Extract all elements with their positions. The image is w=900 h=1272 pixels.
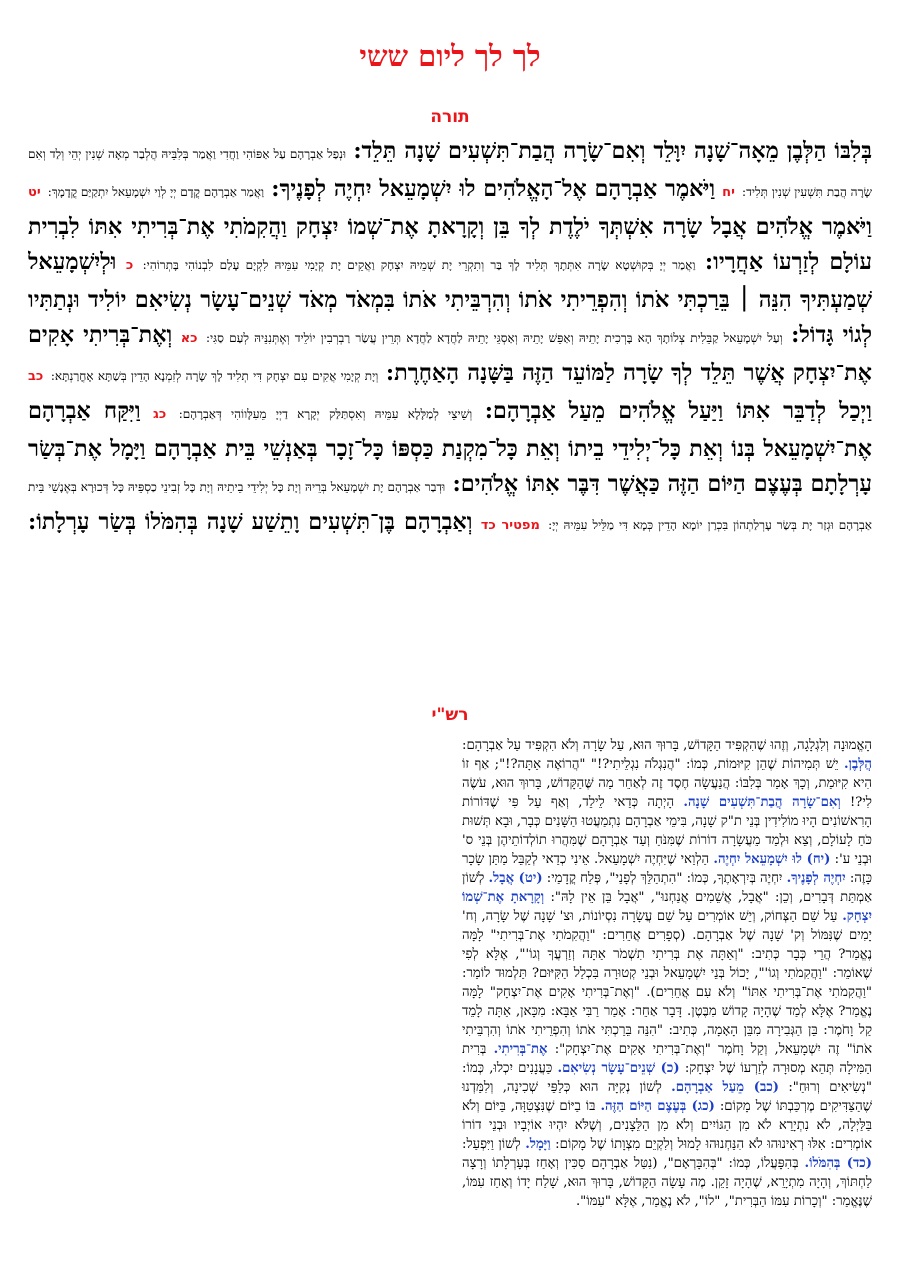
rashi-reference: אֶת־בְּרִיתִי. — [493, 1042, 548, 1057]
rashi-commentary — [28, 736, 872, 1236]
rashi-reference: וְקָרָאתָ אֶת־שְׁמוֹ יִצְחָק. — [462, 890, 872, 924]
rashi-reference: (יח) לוּ יִשְׁמָעֵאל יִחְיֶה. — [713, 852, 831, 867]
targum-text: וַאֲמַר אַבְרָהָם קֳדָם יְיָ לְוַי יִשְׁמָעֵאל יִתְקַיַּם קֳדָמָךְ: — [47, 185, 265, 199]
targum-text: וּנְפַל אַבְרָהָם עַל אַפּוֹהִי וַחֲדִי וַאֲמַר בְּלִבֵּיהּ הֲלְבַר מְאָה שְׁנִין יְהֵי וְלַד וְאִם שָׂרָה הֲבַת תִּשְׁעִין שְׁנִין תְּלִיד: — [28, 147, 872, 199]
torah-verse: וְאֶת־בְּרִיתִי אָקִים אֶת־יִצְחָק אֲשֶׁר תֵּלֵד לְךָ שָׂרָה לַמּוֹעֵד הַזֶּה בַּשָּׁנָה הָאַחֶרֶת: — [28, 322, 872, 386]
verse-number: מפטיר כד — [480, 518, 540, 533]
torah-verse: וַיְכַל לְדַבֵּר אִתּוֹ וַיַּעַל אֱלֹהִים מֵעַל אַבְרָהָם: — [484, 398, 872, 424]
rashi-text: הָיְתָה כְּדַאי לֵילֵד, וְאַף עַל פִּי שֶׁדּוֹרוֹת הָרִאשׁוֹנִים הָיוּ מוֹלִידִין בְּנֵי ת"ק שָׁנָה, בִּימֵי אַבְרָהָם נִתְמַעֲטוּ הַשָּׁנִים כְּבָר, וּבָא תְּשׁוּת כֹּחַ לָעוֹלָם, וְצֵא וּלְמַד מֵעֲשָׂרָה דוֹרוֹת שֶׁמִּנֹּחַ וְעַד אַבְרָהָם שֶׁמִּהֲרוּ תוֹלְדוֹתֵיהֶן בְּנֵי ס' וּבְנֵי ע': — [462, 795, 872, 867]
rashi-reference: (יט) אֲבָל. — [488, 871, 543, 886]
torah-verse: וַיֹּאמֶר אֱלֹהִים אֲבָל שָׂרָה אִשְׁתְּךָ יֹלֶדֶת לְךָ בֵּן וְקָרָאתָ אֶת־שְׁמוֹ יִצְחָק וַהֲקִמֹתִי אֶת־בְּרִיתִי אִתּוֹ לִבְרִית עוֹלָם לְזַרְעוֹ אַחֲרָיו: — [28, 214, 872, 275]
targum-text: וְעַל יִשְׁמָעֵאל קַבֵּלִית צְלוֹתָךְ הָא בָּרְכִית יָתֵיהּ וְאַפֵּשׁ יָתֵיהּ וְאַסְגֵּי יָתֵיהּ לַחֲדָא לַחֲדָא תְּרֵין עֲשַׂר רַבְרְבִין יוֹלֵיד וְאֶתְּנִנֵּיהּ לְעַם סַגִּי: — [205, 331, 783, 345]
torah-verse: וְאַבְרָהָם בֶּן־תִּשְׁעִים וָתֵשַׁע שָׁנָה בְּהִמֹּלוֹ בְּשַׂר עָרְלָתוֹ: — [28, 509, 473, 535]
rashi-text: לְשׁוֹן וַיִּפְעַל: — [462, 1137, 521, 1152]
rashi-text: בְּרִית הַמִּילָה תְּהֵא מְסוּרָה לְזַרְעוֹ שֶׁל יִצְחָק: — [462, 1042, 872, 1076]
rashi-text: כַּעֲנָנִים יִכְלוּ, כְּמוֹ: "נְשִׂיאִים וְרוּחַ": — [462, 1061, 872, 1095]
rashi-reference: (כב) מֵעַל אַבְרָהָם. — [671, 1080, 780, 1095]
rashi-text: וְגוֹ'", יָכוֹל בְּנֵי יִשְׁמָעֵאל וּבְנֵי קְטוּרָה בִּכְלַל הַקִּיּוּם? תַּלְמוּד לוֹמַר: "וַהֲקִמֹתִי אֶת־בְּרִיתִי אִתּוֹ" וְלֹא עִם אֲחֵרִים). "וְאֶת־בְּרִיתִי אָקִים אֶת־יִצְחָק" לָמָּה נֶאֱמַר? אֶלָּא לְמַד שֶׁהָיָה קָדוֹשׁ מִבֶּטֶן. דָּבָר אַחֵר: אָמַר רַבִּי אַבָּא: מִכָּאן, אַתָּה לָמֵד קַל וָחֹמֶר: בֵּן הַגְּבִירָה מִבֵּן הָאָמָה, כְּתִיב: "הִנֵּה בֵּרַכְתִּי אֹתוֹ וְהִפְרֵיתִי אֹתוֹ וְהִרְבֵּיתִי אֹתוֹ" זֶה יִשְׁמָעֵאל, וְקַל וָחֹמֶר "וְאֶת־בְּרִיתִי אָקִים אֶת־יִצְחָק": — [462, 966, 872, 1057]
rashi-heading: רש"י — [431, 705, 469, 725]
verse-number: כ — [125, 258, 134, 273]
verse-number: כא — [180, 331, 198, 346]
verse-number: כב — [28, 369, 44, 384]
rashi-text: בְּהִפָּעֲלוֹ, כְּמוֹ: "בְּהִבָּרְאָם", (נִטַּל אַבְרָהָם סַכִּין וְאָחַז בְּעָרְלָתוֹ וְרָצָה לַחְתּוֹךְ, וְהָיָה מִתְיָרֵא, שֶׁהָיָה זָקֵן. מֶה עָשָׂה הַקָּדוֹשׁ, בָּרוּךְ הוּא, שָׁלַח יָדוֹ וְאָחַז עִמּוֹ, שֶׁנֶּאֱמַר: "וְכָרוֹת עִמּוֹ הַבְּרִית", "לוֹ", לֹא נֶאֱמַר, אֶלָּא "עִמּוֹ". — [462, 1156, 872, 1209]
torah-verse: וַיֹּאמֶר אַבְרָהָם אֶל־הָאֱלֹהִים לוּ יִשְׁמָעֵאל יִחְיֶה לְפָנֶיךָ: — [271, 176, 716, 202]
rashi-text: יֵשׁ תְּמִיהוֹת שֶׁהֵן קִיּוּמוֹת, כְּמוֹ: "הֲנִגְלֹה נִגְלֵיתִי?!" "הֲרוֹאֶה אַתָּה?!"; אַף זוֹ הִיא קִיּוּמַת, וְכָךְ אָמַר בְּלִבּוֹ: הֲנַעֲשָׂה חֶסֶד זֶה לְאַחֵר מַה שֶּׁהַקָּדוֹשׁ, בָּרוּךְ הוּא, עֹשֶׂה לִי?! — [462, 757, 872, 810]
rashi-reference: וַיָּמָל. — [525, 1137, 551, 1152]
rashi-reference: (כג) בְּעֶצֶם הַיּוֹם הַזֶּה. — [600, 1099, 715, 1114]
torah-verse: וַיִּקַּח אַבְרָהָם אֶת־יִשְׁמָעֵאל בְּנוֹ וְאֵת כָּל־יְלִידֵי בֵיתוֹ וְאֵת כָּל־מִקְנַת כַּסְפּוֹ כָּל־זָכָר בְּאַנְשֵׁי בֵּית אַבְרָהָם וַיָּמָל אֶת־בְּשַׂר עָרְלָתָם בְּעֶצֶם הַיּוֹם הַזֶּה כַּאֲשֶׁר דִּבֶּר אִתּוֹ אֱלֹהִים: — [28, 398, 872, 497]
verse-number: יח — [722, 185, 735, 200]
rashi-text: עַל שֵׁם הַצְּחוֹק, וְיֵשׁ אוֹמְרִים עַל שֵׁם עֲשָׂרָה נִסְיוֹנוֹת, וּצ' שָׁנָה שֶׁל שָׂרָה, וְח' יָמִים שֶׁנִּמּוֹל וְק' שָׁנָה שֶׁל אַבְרָהָם. (סְפָרִים אֲחֵרִים: "וַהֲקִמֹתִי אֶת־בְּרִיתִי" לָמָּה נֶאֱמַר? הֲרֵי כְּבָר כְּתִיב: "וְאַתָּה אֶת בְּרִיתִי תִשְׁמֹר אַתָּה וְזַרְעֲךָ וְגוֹ'", אֶלָּא לְפִי שֶׁאוֹמֵר: "וַהֲקִמֹתִי — [462, 909, 872, 981]
targum-text: וּדְבַר אַבְרָהָם יָת יִשְׁמָעֵאל בְּרֵיהּ וְיָת כָּל יְלִידֵי בֵיתֵיהּ וְיָת כָּל זְבִינֵי כַסְפֵּיהּ כָּל דְּכוּרָא בְּאֶנָשֵׁי בֵּית אַבְרָהָם וּגְזַר יָת בְּשַׂר עָרְלַתְהוֹן בִּכְרַן יוֹמָא הָדֵין כְּמָא דִּי מַלֵּיל עִמֵּיהּ יְיָ: — [28, 480, 872, 532]
targum-text: וְיָת קְיָמִי אֲקִים עִם יִצְחָק דִּי תְלִיד לָךְ שָׂרָה לְזִמְנָא הָדֵין בְּשַׁתָּא אָחֳרַנְתָּא: — [50, 369, 379, 383]
page-title: לך לך ליום ששי — [359, 39, 541, 73]
rashi-reference: יִחְיֶה לְפָנֶיךָ. — [786, 871, 846, 886]
rashi-reference: (כ) שְׁנֵים־עָשָׂר נְשִׂיאִם. — [557, 1061, 680, 1076]
targum-text: וְשֵׁיצֵי לְמַלָּלָא עִמֵּיהּ וְאִסְתַּלַּק יְקָרָא דַיְיָ מֵעִלָּווֹהִי דְּאַבְרָהָם: — [178, 407, 473, 421]
targum-text: וַאֲמַר יְיָ בְּקוּשְׁטָא שָׂרָה אִתְּתָךְ תְּלִיד לָךְ בַּר וְתִקְרֵי יָת שְׁמֵיהּ יִצְחָק וַאֲקֵים יָת קְיָמִי עִמֵּיהּ לִקְיָם עָלַם לִבְנוֹהִי בָּתְרוֹהִי: — [142, 258, 696, 272]
rashi-reference: הֲלְּבֶן. — [843, 757, 872, 772]
torah-heading: תורה — [430, 107, 470, 127]
torah-verse: בְּלִבּוֹ הַלְּבֶן מֵאָה־שָׁנָה יִוָּלֵד וְאִם־שָׂרָה הֲבַת־תִּשְׁעִים שָׁנָה תֵּלֵד: — [353, 138, 872, 164]
verse-number: כג — [153, 407, 167, 422]
rashi-reference: וְאִם־שָׂרָה הֲבַת־תִּשְׁעִים שָׁנָה. — [683, 795, 841, 810]
rashi-text: יִחְיֶה בְּיִרְאָתֶךָ, כְּמוֹ: "הִתְהַלֵּךְ לְפָנַי", פְּלַח קֳדָמַי: — [546, 871, 783, 886]
rashi-text: לְשׁוֹן נְקִיָּה הוּא כְּלַפֵּי שְׁכִינָה, וְלִמַּדְנוּ שֶׁהַצַּדִּיקִים מֶרְכַּבְתּוֹ שֶׁל מָקוֹם: — [462, 1080, 872, 1114]
rashi-text: בּוֹ בַיּוֹם שֶׁנִּצְטַוָּה, בַּיּוֹם וְלֹא בַּלַּיְלָה, לֹא נִתְיָרֵא לֹא מִן הַגּוֹיִים וְלֹא מִן הַלֵּצָנִים, וְשֶׁלֹּא יִהְיוּ אוֹיְבָיו וּבְנֵי דוֹרוֹ אוֹמְרִים: אִלּוּ רְאִינוּהוּ לֹא הִנַּחְנוּהוּ לָמוּל וְלִקְיֵם מִצְוָתוֹ שֶׁל מָקוֹם: — [462, 1099, 872, 1152]
rashi-text: הָאֱמוּנָה וְלִגְלָגָה, וְזֶהוּ שֶׁהִקְפִּיד הַקָּדוֹשׁ, בָּרוּךְ הוּא, עַל שָׂרָה וְלֹא הִקְפִּיד עַל אַבְרָהָם: — [462, 738, 872, 753]
torah-text — [28, 134, 872, 694]
torah-verse: וּלְיִשְׁמָעֵאל שְׁמַעְתִּיךָ הִנֵּה ׀ בֵּרַכְתִּי אֹתוֹ וְהִפְרֵיתִי אֹתוֹ וְהִרְבֵּיתִי אֹתוֹ בִּמְאֹד מְאֹד שְׁנֵים־עָשָׂר נְשִׂיאִם יוֹלִיד וּנְתַתִּיו לְגוֹי גָּדוֹל: — [28, 249, 872, 348]
verse-number: יט — [28, 185, 41, 200]
rashi-text: הַלְוַאי שֶׁיִּחְיֶה יִשְׁמָעֵאל. אֵינִי כְדַאי לְקַבֵּל מַתַּן שָׂכָר כָּזֶה: — [462, 852, 872, 886]
rashi-reference: (כד) בְּהִמֹּלוֹ. — [804, 1156, 872, 1171]
rashi-text: לְשׁוֹן אַמְתַּת דְּבָרִים, וְכֵן: "אֲבָל, אֲשֵׁמִים אֲנַחְנוּ", "אֲבָל בֵּן אֵין לָהּ": — [462, 871, 872, 905]
